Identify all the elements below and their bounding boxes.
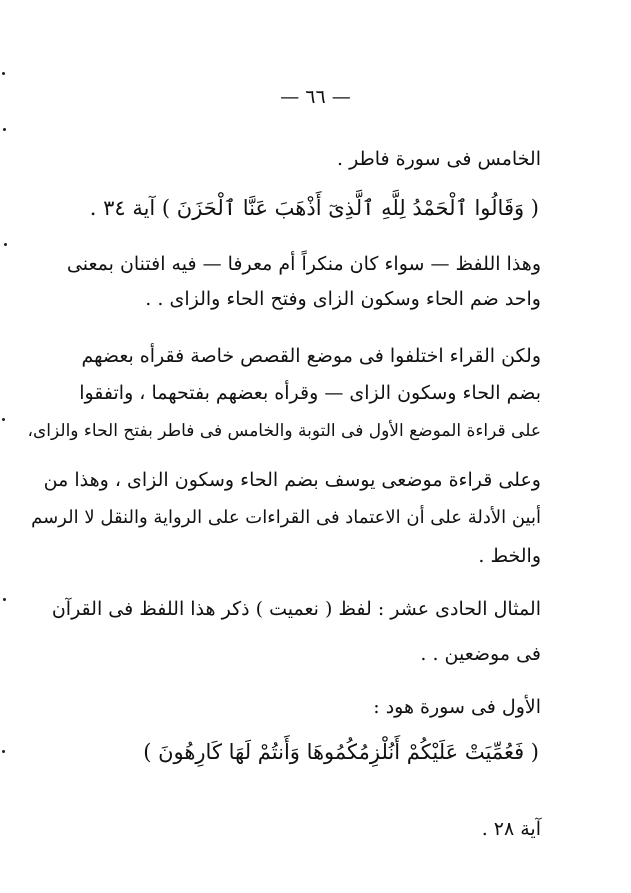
text-line-12: فى موضعين . .	[420, 643, 541, 665]
text-line-4: واحد ضم الحاء وسكون الزاى وفتح الحاء والزاى . .	[145, 288, 541, 310]
text-line-10: والخط .	[478, 545, 541, 567]
text-line-6: بضم الحاء وسكون الزاى — وقرأه بعضهم بفتحهما ، واتفقوا	[79, 382, 541, 404]
text-line-8: وعلى قراءة موضعى يوسف بضم الحاء وسكون الزاى ، وهذا من	[43, 469, 541, 491]
text-line-1: الخامس فى سورة فاطر .	[337, 148, 541, 170]
text-line-5: ولكن القراء اختلفوا فى موضع القصص خاصة فقرأه بعضهم	[81, 345, 541, 367]
quran-verse-line-2: ( فَعُمِّيَتْ عَلَيْكُمْ أَنُلْزِمُكُمُوهَا وَأَنتُمْ لَهَا كَارِهُونَ )	[143, 740, 539, 764]
text-line-11: المثال الحادى عشر : لفظ ( نعميت ) ذكر هذا اللفظ فى القرآن	[51, 598, 541, 620]
text-line-13: الأول فى سورة هود :	[373, 696, 541, 718]
scan-speck	[4, 243, 7, 246]
page-number: — ٦٦ —	[280, 86, 351, 108]
text-line-15: آية ٢٨ .	[481, 818, 541, 840]
scan-speck	[2, 418, 5, 421]
text-line-9: أبين الأدلة على أن الاعتماد فى القراءات على الرواية والنقل لا الرسم	[31, 507, 541, 528]
text-line-3: وهذا اللفظ — سواء كان منكراً أم معرفا — فيه افتنان بمعنى	[66, 253, 541, 275]
scan-speck	[2, 72, 5, 75]
quran-verse-line-1: ( وَقَالُوا ٱلْحَمْدُ لِلَّهِ ٱلَّذِىٓ أَذْهَبَ عَنَّا ٱلْحَزَنَ ) آية ٣٤ .	[89, 196, 539, 220]
text-line-7: على قراءة الموضع الأول فى التوبة والخامس فى فاطر بفتح الحاء والزاى،	[27, 421, 541, 441]
scan-speck	[3, 128, 6, 131]
scan-speck	[2, 750, 5, 753]
scan-speck	[3, 598, 6, 601]
